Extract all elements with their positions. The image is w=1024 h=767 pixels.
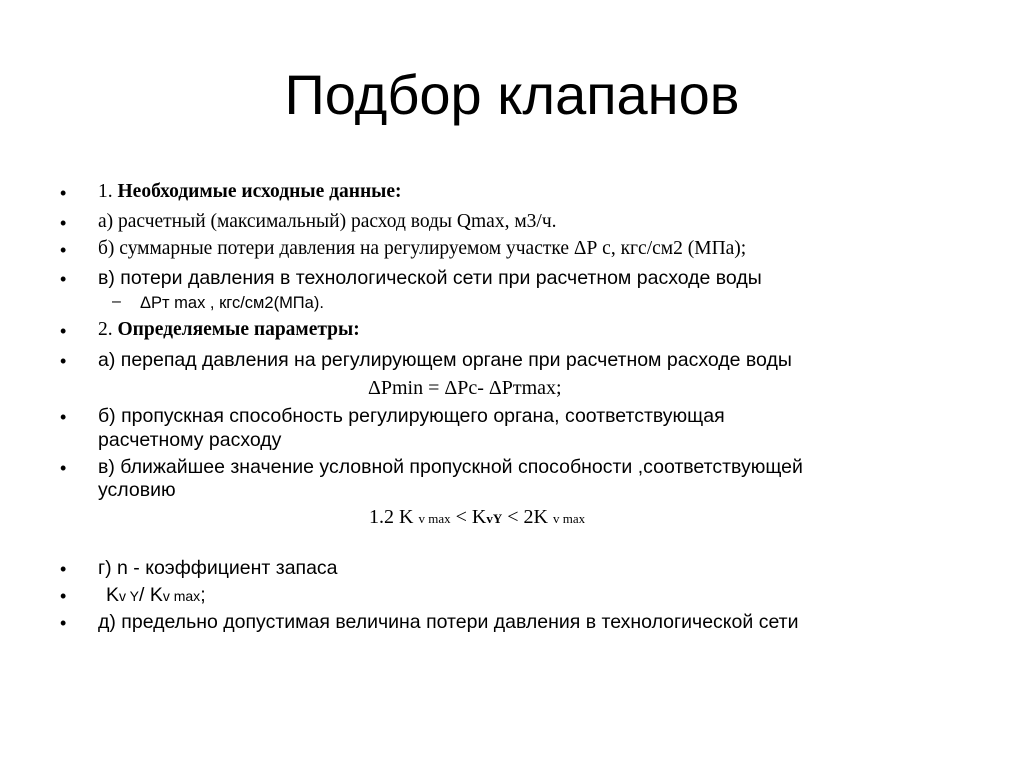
- formula-part: < 2K: [507, 506, 548, 528]
- formula-part: K: [106, 584, 120, 606]
- item-text: а) расчетный (максимальный) расход воды Qmax, м3/ч.: [98, 211, 557, 232]
- item-text-line-1: в) ближайшее значение условной пропускной способности ,соответствующей: [98, 456, 803, 478]
- formula-part: ;: [200, 584, 206, 606]
- formula-part: < K: [455, 506, 487, 528]
- bullet: •: [60, 321, 67, 341]
- item-number: 1.: [98, 181, 113, 202]
- item-text: ΔРт max , кгс/см2(МПа).: [140, 294, 324, 312]
- formula-subscript: v max: [552, 511, 586, 526]
- item-text-line-2: условию: [98, 479, 176, 501]
- formula-subscript: v Y: [119, 588, 139, 604]
- formula-part: / K: [139, 584, 163, 606]
- item-text: б) суммарные потери давления на регулируемом участке ΔР с, кгс/см2 (МПа);: [98, 238, 747, 259]
- item-text-line-2: расчетному расходу: [98, 429, 282, 451]
- dash: –: [112, 293, 121, 310]
- bullet: •: [60, 213, 67, 233]
- formula-subscript: v max: [162, 588, 201, 604]
- item-text-line-1: б) пропускная способность регулирующего органа, соответствующая: [98, 405, 725, 427]
- item-text: д) предельно допустимая величина потери давления в технологической сети: [98, 611, 799, 633]
- formula-kv-condition: [369, 506, 585, 529]
- bullet: •: [60, 559, 67, 579]
- item-text: в) потери давления в технологической сети при расчетном расходе воды: [98, 267, 762, 289]
- slide-title: Подбор клапанов: [284, 63, 740, 126]
- section-heading: Определяемые параметры:: [117, 319, 360, 340]
- section-heading: Необходимые исходные данные:: [117, 181, 402, 202]
- item-text: а) перепад давления на регулирующем органе при расчетном расходе воды: [98, 349, 792, 371]
- formula-subscript: v max: [418, 511, 451, 526]
- bullet: •: [60, 613, 67, 633]
- bullet: •: [60, 407, 67, 427]
- item-text: [98, 319, 360, 341]
- bullet: •: [60, 586, 67, 606]
- formula-part: 1.2 K: [369, 506, 414, 528]
- bullet: •: [60, 269, 67, 289]
- bullet: •: [60, 351, 67, 371]
- item-number: 2.: [98, 319, 113, 340]
- item-text: [106, 584, 206, 607]
- bullet: •: [60, 458, 67, 478]
- bullet: •: [60, 183, 67, 203]
- item-text: г) n - коэффициент запаса: [98, 557, 338, 579]
- bullet: •: [60, 240, 67, 260]
- item-text: [98, 181, 402, 203]
- formula-subscript: vY: [486, 511, 503, 526]
- formula-pressure-drop: ΔPmin = ΔPc- ΔPтmax;: [368, 377, 562, 399]
